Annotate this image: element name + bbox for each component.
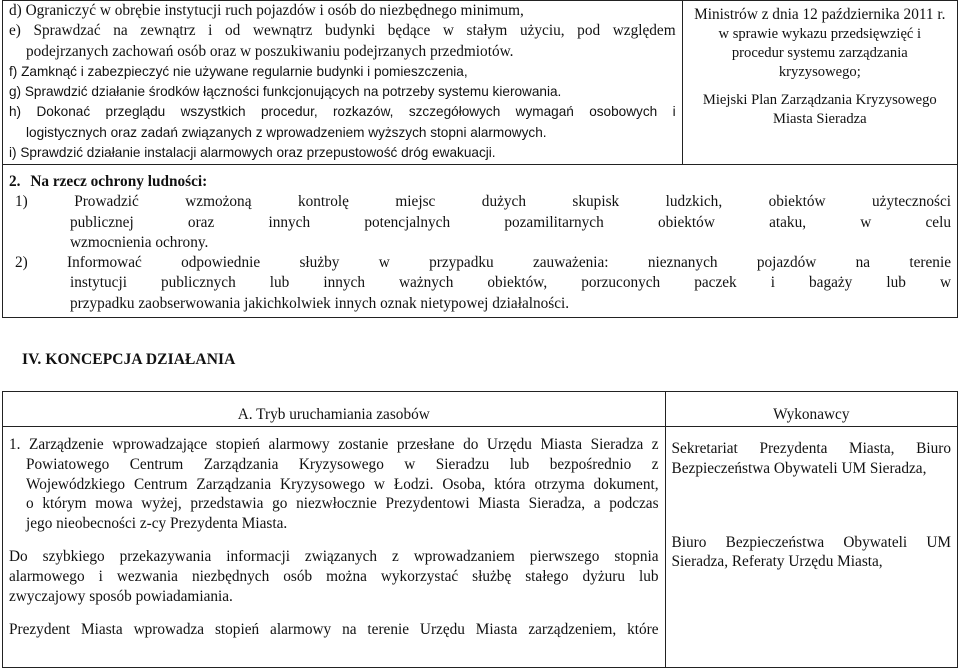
- top-table: [2, 0, 958, 318]
- paragraph-line: zwyczajowy sposób powiadamiania.: [9, 587, 233, 605]
- measures-list-cell: [3, 1, 683, 165]
- executor-line: Bezpieczeństwa Obywateli UM Sieradza,: [671, 459, 927, 477]
- paragraph-line: alarmowego i wezwania niezbędnych osób można wykorzystać służbę stałego dyżuru lub: [9, 567, 659, 585]
- legal-basis-line: Miejski Plan Zarządzania Kryzysowego: [702, 92, 937, 108]
- measure-e: e) Sprawdzać na zewnątrz i od wewnątrz budynki będące w stałym użyciu, pod względem: [9, 22, 676, 40]
- protection-item-2-cont: instytucji publicznych lub innych ważnych obiektów, porzuconych paczek i bagaży lub w: [70, 274, 951, 292]
- paragraph-line: Powiatowego Centrum Zarządzania Kryzysowego w Sieradzu lub bezpośrednio z: [26, 455, 659, 473]
- section-number: 2.: [9, 173, 21, 190]
- column-header-executors: Wykonawcy: [665, 392, 957, 427]
- executor-line: Biuro Bezpieczeństwa Obywateli UM: [671, 533, 951, 551]
- protection-item-1: 1) Prowadzić wzmożoną kontrolę miejsc dużych skupisk ludzkich, obiektów użyteczności: [15, 193, 951, 211]
- paragraph-line: Prezydent Miasta wprowadza stopień alarmowy na terenie Urzędu Miasta zarządzeniem, które: [9, 621, 659, 639]
- protection-item-1-cont: publicznej oraz innych potencjalnych pozamilitarnych obiektów ataku, w celu: [70, 213, 951, 231]
- paragraph-line: Do szybkiego przekazywania informacji związanych z wprowadzaniem pierwszego stopnia: [9, 547, 659, 565]
- measure-g: g) Sprawdzić działanie środków łączności funkcjonujących na potrzeby systemu kierowania.: [9, 84, 562, 100]
- legal-basis-line: kryzysowego;: [778, 64, 861, 80]
- executors-cell: [665, 427, 957, 668]
- paragraph-line: 1. Zarządzenie wprowadzające stopień alarmowy zostanie przesłane do Urzędu Miasta Sieradza z: [9, 436, 659, 453]
- concept-table: [2, 391, 958, 668]
- executor-line: Sieradza, Referaty Urzędu Miasta,: [671, 553, 883, 571]
- legal-basis-cell: [682, 1, 957, 165]
- section-title: Na rzecz ochrony ludności:: [30, 173, 208, 190]
- paragraph-line: jego nieobecności z-cy Prezydenta Miasta.: [26, 515, 288, 533]
- protection-item-2-cont: przypadku zaobserwowania jakichkolwiek innych oznak nietypowej działalności.: [70, 294, 570, 312]
- legal-basis-line: Miasta Sieradza: [773, 111, 867, 127]
- legal-basis-line: procedur systemu zarządzania: [731, 45, 908, 61]
- section-heading: IV. KONCEPCJA DZIAŁANIA: [22, 351, 236, 368]
- protection-item-1-cont: wzmocnienia ochrony.: [70, 233, 209, 251]
- measure-i: i) Sprawdzić działanie instalacji alarmowych oraz przepustowość dróg ewakuacji.: [9, 145, 496, 161]
- paragraph-line: Wojewódzkiego Centrum Zarządzania Kryzysowego w Łodzi. Osoba, która otrzyma dokument,: [26, 475, 659, 493]
- legal-basis-line: Ministrów z dnia 12 października 2011 r.: [694, 6, 946, 23]
- paragraph-line: o którym mowa wyżej, przedstawia go niezwłocznie Prezydentowi Miasta Sieradza, a podczas: [26, 495, 659, 513]
- legal-basis-line: w sprawie wykazu przedsięwzięć i: [718, 26, 922, 42]
- measure-e-cont: podejrzanych zachowań osób oraz w poszukiwaniu podejrzanych przedmiotów.: [26, 42, 514, 60]
- measure-h: h) Dokonać przeglądu wszystkich procedur, rozkazów, szczegółowych wymagań osobowych i: [9, 104, 676, 120]
- measure-f: f) Zamknąć i zabezpieczyć nie używane regularnie budynki i pomieszczenia,: [9, 63, 468, 79]
- resources-cell: [3, 427, 666, 668]
- column-header-resources: A. Tryb uruchamiania zasobów: [3, 392, 666, 427]
- measure-h-cont: logistycznych oraz zadań związanych z wprowadzeniem wyższych stopni alarmowych.: [26, 124, 547, 140]
- executor-line: Sekretariat Prezydenta Miasta, Biuro: [671, 440, 951, 457]
- protection-item-2: 2) Informować odpowiednie służby w przypadku zauważenia: nieznanych pojazdów na terenie: [15, 254, 951, 272]
- population-protection-cell: [3, 165, 958, 318]
- measure-d: d) Ograniczyć w obrębie instytucji ruch pojazdów i osób do niezbędnego minimum,: [9, 2, 524, 19]
